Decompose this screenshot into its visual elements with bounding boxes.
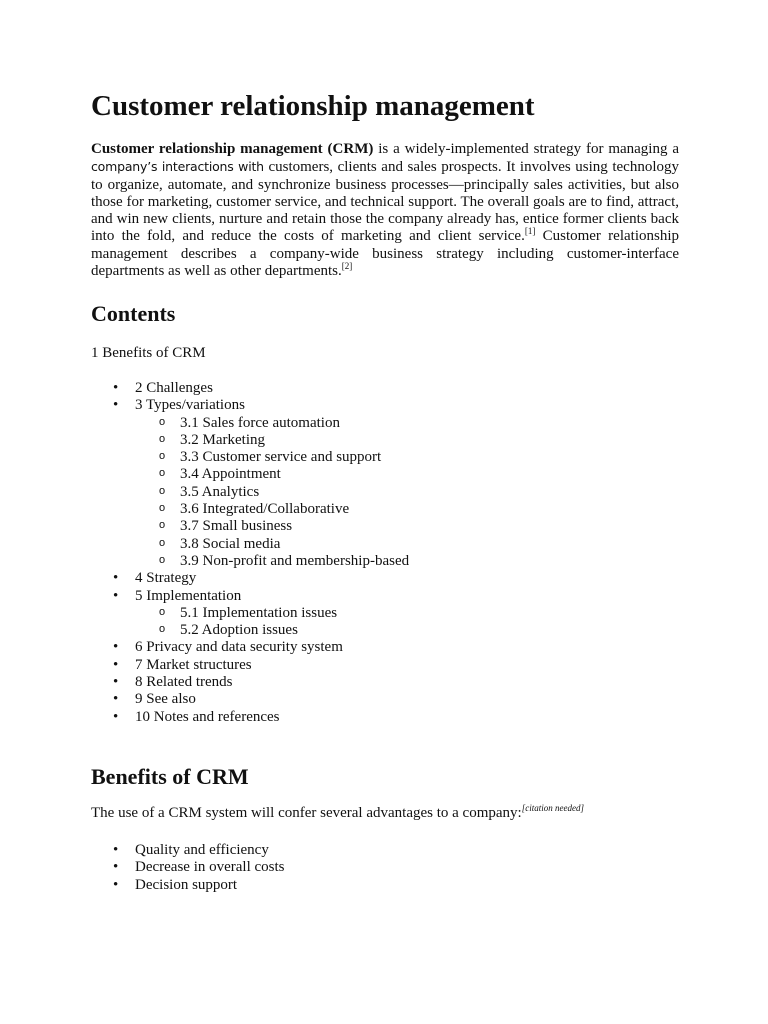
toc-item-label[interactable]: 3 Types/variations — [135, 397, 245, 414]
toc-item-label[interactable]: 8 Related trends — [135, 674, 233, 691]
page-title: Customer relationship management — [91, 90, 535, 122]
bullet-icon: • — [113, 859, 119, 876]
intro-paragraph — [91, 141, 679, 280]
toc-subitem-label[interactable]: 3.8 Social media — [180, 535, 281, 552]
toc-item-label[interactable]: 10 Notes and references — [135, 708, 280, 725]
toc-subitem-label[interactable]: 3.1 Sales force automation — [180, 414, 340, 431]
benefit-item-label: Decrease in overall costs — [135, 859, 285, 876]
toc-item-benefits[interactable]: 1 Benefits of CRM — [91, 345, 206, 361]
bullet-icon: • — [113, 708, 119, 725]
circle-bullet-icon: o — [159, 467, 166, 480]
toc-subitem — [135, 415, 409, 432]
reference-link-2[interactable]: [2] — [341, 261, 353, 272]
toc-subitem — [135, 449, 409, 466]
circle-bullet-icon: o — [159, 415, 166, 428]
toc-subitem-label[interactable]: 3.6 Integrated/Collaborative — [180, 501, 350, 518]
toc-item — [91, 709, 409, 726]
circle-bullet-icon: o — [159, 432, 166, 445]
benefits-intro-text: The use of a CRM system will confer several advantages to a company: — [91, 805, 522, 821]
benefits-list — [91, 842, 285, 894]
bullet-icon: • — [113, 587, 119, 604]
circle-bullet-icon: o — [159, 536, 166, 549]
toc-subitem-label[interactable]: 3.2 Marketing — [180, 431, 265, 448]
toc-item — [91, 639, 409, 656]
toc-subitem — [135, 484, 409, 501]
toc-subitem — [135, 622, 409, 639]
citation-needed-note[interactable] — [522, 803, 584, 813]
intro-bold-term: Customer relationship management (CRM) — [91, 141, 374, 157]
bullet-icon: • — [113, 674, 119, 691]
bullet-icon: • — [113, 570, 119, 587]
toc-item — [91, 657, 409, 674]
toc-subitem-label[interactable]: 5.2 Adoption issues — [180, 622, 298, 639]
toc-subitem-label[interactable]: 3.3 Customer service and support — [180, 449, 382, 466]
toc-sublist — [135, 415, 409, 571]
toc-item-label[interactable]: 9 See also — [135, 691, 196, 708]
circle-bullet-icon: o — [159, 605, 166, 618]
toc-item-label[interactable]: 6 Privacy and data security system — [135, 639, 343, 656]
intro-text-2: customers, clients and sales prospects. It involves using technology to organize, automate, and synchronize business processes—principally sales activities, but also those for marketing, customer service, and technical support. The overall goals are to find, attract, and win new clients, nurture and retain those the company already has, entice former clients back into the fold, and reduce the costs of marketing and client service. — [91, 159, 680, 245]
toc-item-label[interactable]: 7 Market structures — [135, 656, 252, 673]
benefit-item — [91, 859, 285, 876]
toc-item — [91, 380, 409, 397]
benefit-item — [91, 877, 285, 894]
intro-sans-fragment: company’s interactions with — [91, 159, 264, 175]
bullet-icon: • — [113, 691, 119, 708]
toc-subitem — [135, 553, 409, 570]
toc-subitem-label[interactable]: 3.5 Analytics — [180, 483, 260, 500]
toc-item — [91, 397, 409, 570]
toc-subitem — [135, 466, 409, 483]
intro-text-1: is a widely-implemented strategy for managing a — [373, 141, 679, 157]
intro-text-3: Customer relationship management describes a company-wide business strategy including customer-interface departments as well as other departments. — [91, 228, 680, 280]
benefit-item-label: Quality and efficiency — [135, 842, 269, 858]
bullet-icon: • — [113, 639, 119, 656]
circle-bullet-icon: o — [159, 519, 166, 532]
toc-item — [91, 691, 409, 708]
toc-subitem-label[interactable]: 3.7 Small business — [180, 518, 293, 535]
toc-subitem — [135, 432, 409, 449]
circle-bullet-icon: o — [159, 623, 166, 636]
toc-sublist — [135, 605, 409, 640]
circle-bullet-icon: o — [159, 502, 166, 515]
table-of-contents — [91, 380, 409, 726]
benefits-intro — [91, 805, 584, 822]
circle-bullet-icon: o — [159, 553, 166, 566]
benefit-item-label: Decision support — [135, 876, 238, 893]
bullet-icon: • — [113, 397, 119, 414]
reference-link-1[interactable]: [1] — [524, 226, 536, 237]
bullet-icon: • — [113, 842, 119, 858]
toc-subitem — [135, 501, 409, 518]
toc-item — [91, 570, 409, 587]
contents-heading: Contents — [91, 301, 176, 326]
toc-subitem-label[interactable]: 3.4 Appointment — [180, 466, 281, 483]
bullet-icon: • — [113, 656, 119, 673]
toc-subitem — [135, 518, 409, 535]
bullet-icon: • — [113, 876, 119, 893]
citation-needed-label: [citation needed] — [521, 803, 584, 813]
benefits-heading: Benefits of CRM — [91, 764, 249, 789]
bullet-icon: • — [113, 380, 119, 396]
circle-bullet-icon: o — [159, 484, 166, 497]
toc-item-label[interactable]: 5 Implementation — [135, 587, 242, 604]
toc-item — [91, 588, 409, 640]
toc-subitem-label[interactable]: 3.9 Non-profit and membership-based — [180, 552, 410, 569]
toc-subitem — [135, 605, 409, 622]
toc-item-label[interactable]: 2 Challenges — [135, 380, 213, 396]
toc-item — [91, 674, 409, 691]
toc-subitem — [135, 536, 409, 553]
benefit-item — [91, 842, 285, 859]
toc-subitem-label[interactable]: 5.1 Implementation issues — [180, 604, 338, 621]
toc-item-label[interactable]: 4 Strategy — [135, 570, 197, 587]
circle-bullet-icon: o — [159, 450, 166, 463]
